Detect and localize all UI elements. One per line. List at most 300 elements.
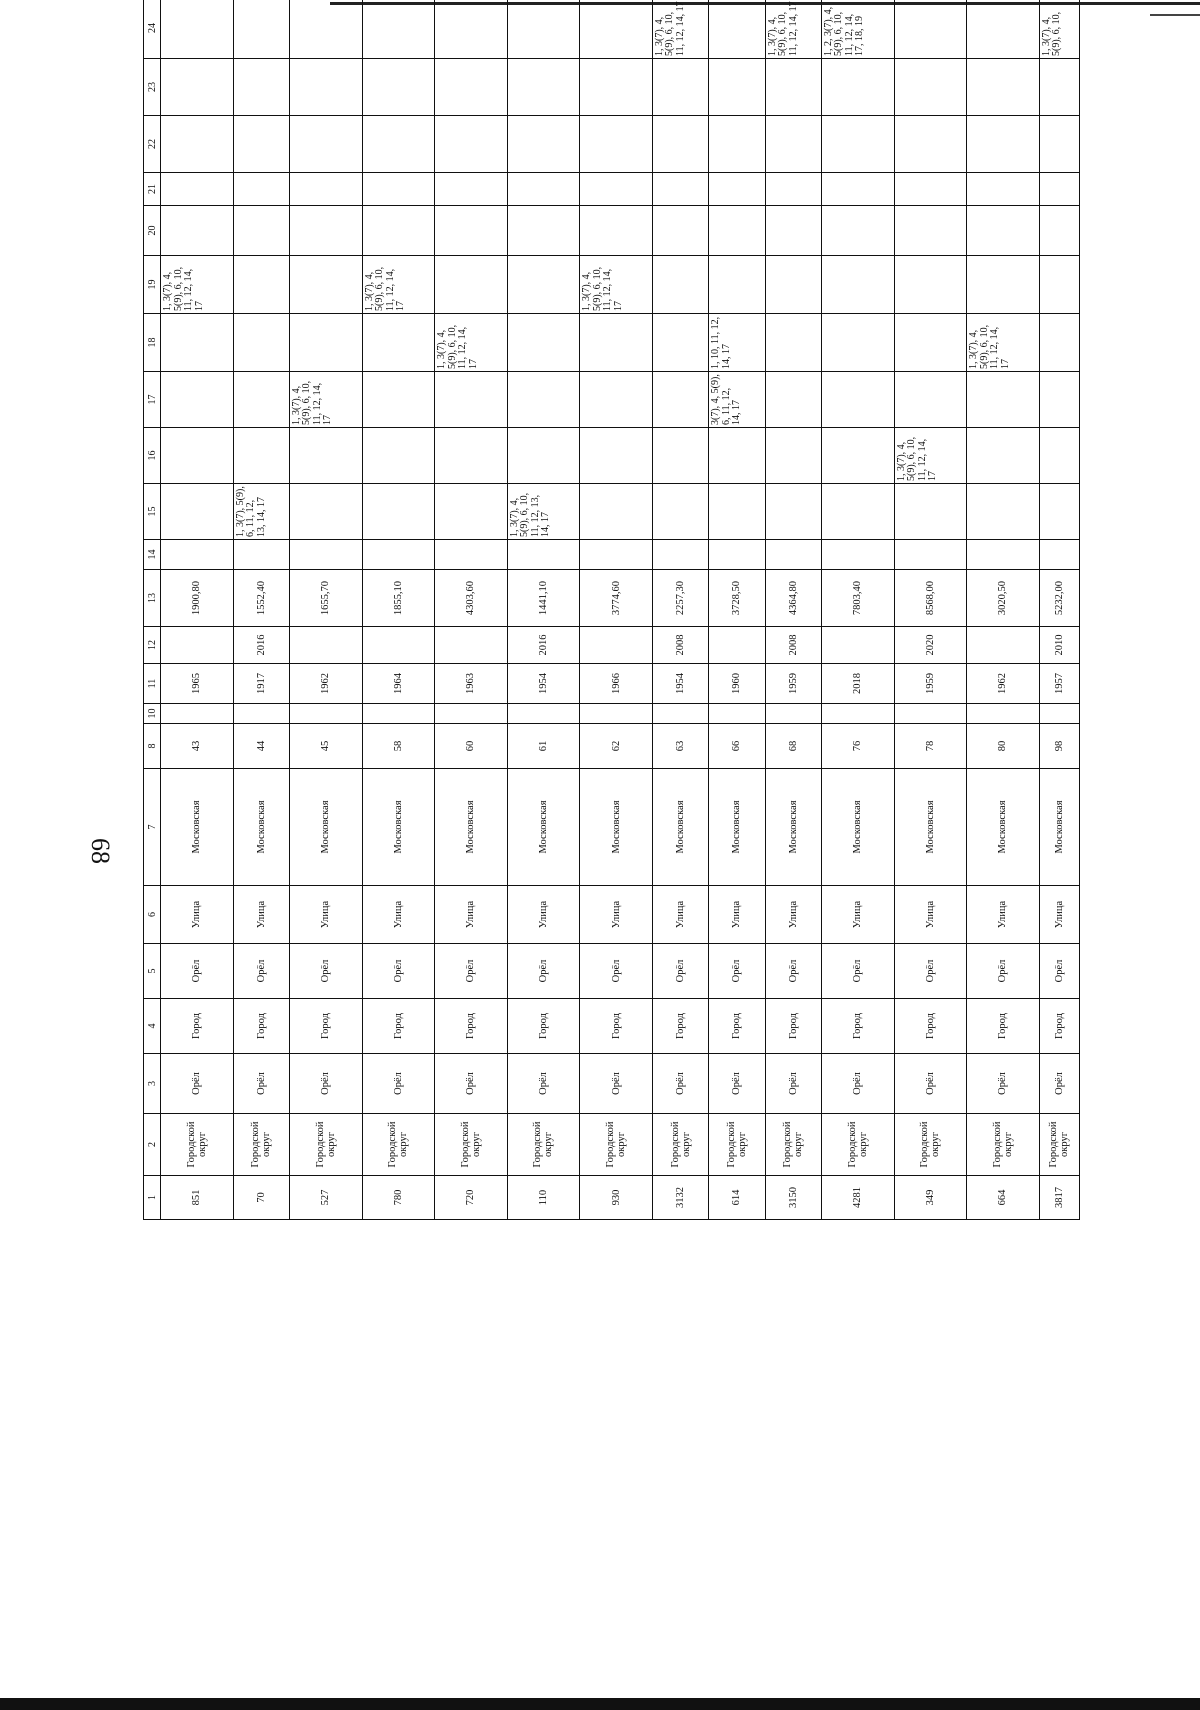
cell-c5: Орёл	[233, 944, 289, 999]
cell-c15	[967, 484, 1040, 540]
cell-c6: Улица	[161, 886, 234, 944]
cell-c10	[967, 704, 1040, 724]
cell-c5: Орёл	[894, 944, 967, 999]
cell-c18: 1, 3(7), 4, 5(9), 6, 10, 11, 12, 14, 17	[967, 314, 1040, 372]
cell-c23	[709, 59, 765, 116]
cell-c6: Улица	[233, 886, 289, 944]
cell-c11: 1954	[652, 664, 708, 704]
cell-c8: 76	[821, 724, 894, 769]
cell-c23	[765, 59, 821, 116]
cell-c4: Город	[1039, 999, 1079, 1054]
cell-c2: Городской округ	[233, 1114, 289, 1176]
cell-c23	[507, 59, 580, 116]
cell-c17	[435, 372, 508, 428]
table-row	[709, 0, 765, 1220]
cell-c19	[435, 256, 508, 314]
col-header: 7	[144, 769, 161, 886]
cell-c21	[580, 173, 653, 206]
cell-c21	[765, 173, 821, 206]
cell-c19	[821, 256, 894, 314]
cell-c23	[435, 59, 508, 116]
cell-c19	[1039, 256, 1079, 314]
cell-c15	[894, 484, 967, 540]
cell-c11: 1959	[894, 664, 967, 704]
cell-c6: Улица	[894, 886, 967, 944]
cell-c15: 1, 3(7), 4, 5(9), 6, 10, 11, 12, 13, 14, 17	[507, 484, 580, 540]
cell-c3: Орёл	[709, 1054, 765, 1114]
cell-c4: Город	[765, 999, 821, 1054]
cell-c2: Городской округ	[709, 1114, 765, 1176]
cell-c22	[507, 116, 580, 173]
cell-c19	[765, 256, 821, 314]
cell-c10	[765, 704, 821, 724]
cell-c24: 1, 3(7), 4, 5(9), 6, 10, 11, 12, 14, 17	[652, 0, 708, 59]
cell-c15	[765, 484, 821, 540]
cell-c6: Улица	[967, 886, 1040, 944]
cell-c2: Городской округ	[161, 1114, 234, 1176]
scan-edge-bottom	[0, 1698, 1200, 1710]
cell-c21	[289, 173, 362, 206]
col-header: 12	[144, 627, 161, 664]
cell-c12: 2020	[894, 627, 967, 664]
cell-c24: 1, 3(7), 4, 5(9), 6, 10, 11, 12, 14, 17	[765, 0, 821, 59]
cell-c2: Городской округ	[289, 1114, 362, 1176]
cell-c7: Московская	[967, 769, 1040, 886]
cell-c7: Московская	[821, 769, 894, 886]
cell-c8: 66	[709, 724, 765, 769]
cell-c11: 1917	[233, 664, 289, 704]
cell-c22	[709, 116, 765, 173]
cell-c3: Орёл	[362, 1054, 435, 1114]
cell-c1: 930	[580, 1176, 653, 1220]
cell-c12	[435, 627, 508, 664]
cell-c23	[362, 59, 435, 116]
cell-c6: Улица	[709, 886, 765, 944]
cell-c12	[821, 627, 894, 664]
cell-c6: Улица	[362, 886, 435, 944]
cell-c12	[580, 627, 653, 664]
cell-c11: 1962	[289, 664, 362, 704]
cell-c12	[289, 627, 362, 664]
cell-c21	[821, 173, 894, 206]
cell-c13: 7803,40	[821, 570, 894, 627]
cell-c4: Город	[967, 999, 1040, 1054]
cell-c23	[652, 59, 708, 116]
table-row	[435, 0, 508, 1220]
cell-c7: Московская	[765, 769, 821, 886]
cell-c20	[709, 206, 765, 256]
cell-c17	[161, 372, 234, 428]
cell-c23	[289, 59, 362, 116]
cell-c23	[161, 59, 234, 116]
cell-c8: 60	[435, 724, 508, 769]
cell-c23	[894, 59, 967, 116]
cell-c15	[709, 484, 765, 540]
cell-c22	[821, 116, 894, 173]
cell-c4: Город	[709, 999, 765, 1054]
cell-c16	[161, 428, 234, 484]
cell-c2: Городской округ	[580, 1114, 653, 1176]
cell-c2: Городской округ	[765, 1114, 821, 1176]
cell-c1: 349	[894, 1176, 967, 1220]
cell-c17	[765, 372, 821, 428]
cell-c18	[507, 314, 580, 372]
col-header: 18	[144, 314, 161, 372]
cell-c16	[821, 428, 894, 484]
cell-c13: 1655,70	[289, 570, 362, 627]
cell-c11: 1964	[362, 664, 435, 704]
cell-c13: 1900,80	[161, 570, 234, 627]
cell-c2: Городской округ	[362, 1114, 435, 1176]
cell-c15	[289, 484, 362, 540]
cell-c19: 1, 3(7), 4, 5(9), 6, 10, 11, 12, 14, 17	[580, 256, 653, 314]
cell-c5: Орёл	[435, 944, 508, 999]
cell-c18	[289, 314, 362, 372]
cell-c17	[821, 372, 894, 428]
cell-c8: 63	[652, 724, 708, 769]
cell-c8: 78	[894, 724, 967, 769]
col-header: 1	[144, 1176, 161, 1220]
table-row	[652, 0, 708, 1220]
cell-c5: Орёл	[1039, 944, 1079, 999]
cell-c4: Город	[233, 999, 289, 1054]
cell-c10	[1039, 704, 1079, 724]
cell-c24	[709, 0, 765, 59]
cell-c4: Город	[362, 999, 435, 1054]
cell-c10	[821, 704, 894, 724]
table-row	[821, 0, 894, 1220]
cell-c7: Московская	[1039, 769, 1079, 886]
cell-c8: 43	[161, 724, 234, 769]
cell-c8: 58	[362, 724, 435, 769]
cell-c14	[362, 540, 435, 570]
col-header: 10	[144, 704, 161, 724]
cell-c4: Город	[652, 999, 708, 1054]
col-header: 13	[144, 570, 161, 627]
cell-c2: Городской округ	[967, 1114, 1040, 1176]
cell-c16	[362, 428, 435, 484]
cell-c24	[233, 0, 289, 59]
cell-c16	[289, 428, 362, 484]
cell-c7: Московская	[709, 769, 765, 886]
cell-c20	[362, 206, 435, 256]
table-row	[362, 0, 435, 1220]
cell-c1: 3132	[652, 1176, 708, 1220]
table-row	[507, 0, 580, 1220]
cell-c1: 851	[161, 1176, 234, 1220]
cell-c21	[161, 173, 234, 206]
cell-c4: Город	[894, 999, 967, 1054]
cell-c21	[967, 173, 1040, 206]
column-number-row	[144, 0, 161, 1220]
cell-c5: Орёл	[765, 944, 821, 999]
cell-c19	[967, 256, 1040, 314]
cell-c3: Орёл	[1039, 1054, 1079, 1114]
cell-c11: 2018	[821, 664, 894, 704]
cell-c20	[233, 206, 289, 256]
cell-c11: 1962	[967, 664, 1040, 704]
cell-c13: 1441,10	[507, 570, 580, 627]
cell-c19	[507, 256, 580, 314]
cell-c21	[1039, 173, 1079, 206]
col-header: 4	[144, 999, 161, 1054]
cell-c7: Московская	[435, 769, 508, 886]
cell-c10	[289, 704, 362, 724]
cell-c21	[362, 173, 435, 206]
cell-c3: Орёл	[821, 1054, 894, 1114]
page-number: 68	[86, 838, 115, 864]
cell-c17	[967, 372, 1040, 428]
cell-c21	[435, 173, 508, 206]
cell-c3: Орёл	[580, 1054, 653, 1114]
cell-c17: 1, 3(7), 4, 5(9), 6, 10, 11, 12, 14, 17	[289, 372, 362, 428]
cell-c5: Орёл	[507, 944, 580, 999]
cell-c13: 3728,50	[709, 570, 765, 627]
cell-c14	[652, 540, 708, 570]
cell-c24	[507, 0, 580, 59]
cell-c22	[289, 116, 362, 173]
cell-c20	[507, 206, 580, 256]
cell-c21	[507, 173, 580, 206]
cell-c5: Орёл	[289, 944, 362, 999]
cell-c8: 62	[580, 724, 653, 769]
cell-c22	[580, 116, 653, 173]
cell-c3: Орёл	[967, 1054, 1040, 1114]
cell-c7: Московская	[580, 769, 653, 886]
cell-c5: Орёл	[161, 944, 234, 999]
cell-c20	[967, 206, 1040, 256]
cell-c11: 1963	[435, 664, 508, 704]
cell-c10	[709, 704, 765, 724]
cell-c6: Улица	[1039, 886, 1079, 944]
cell-c24: 1, 2, 3(7), 4, 5(9), 6, 10, 11, 12, 14, 17, 18, 19	[821, 0, 894, 59]
cell-c8: 45	[289, 724, 362, 769]
cell-c18: 1, 3(7), 4, 5(9), 6, 10, 11, 12, 14, 17	[435, 314, 508, 372]
cell-c15: 1, 3(7), 5(9), 6, 11, 12, 13, 14, 17	[233, 484, 289, 540]
cell-c22	[435, 116, 508, 173]
cell-c17	[362, 372, 435, 428]
col-header: 19	[144, 256, 161, 314]
cell-c2: Городской округ	[507, 1114, 580, 1176]
cell-c16	[580, 428, 653, 484]
cell-c19	[652, 256, 708, 314]
cell-c19: 1, 3(7), 4, 5(9), 6, 10, 11, 12, 14, 17	[161, 256, 234, 314]
table-row	[894, 0, 967, 1220]
cell-c23	[821, 59, 894, 116]
cell-c22	[233, 116, 289, 173]
cell-c6: Улица	[289, 886, 362, 944]
cell-c16	[1039, 428, 1079, 484]
cell-c22	[894, 116, 967, 173]
cell-c10	[435, 704, 508, 724]
cell-c17	[580, 372, 653, 428]
cell-c8: 44	[233, 724, 289, 769]
col-header: 6	[144, 886, 161, 944]
cell-c8: 98	[1039, 724, 1079, 769]
cell-c15	[580, 484, 653, 540]
cell-c16	[765, 428, 821, 484]
cell-c12: 2016	[507, 627, 580, 664]
cell-c18: 1, 10, 11, 12, 14, 17	[709, 314, 765, 372]
cell-c7: Московская	[233, 769, 289, 886]
col-header: 21	[144, 173, 161, 206]
cell-c4: Город	[435, 999, 508, 1054]
cell-c6: Улица	[652, 886, 708, 944]
cell-c1: 527	[289, 1176, 362, 1220]
cell-c12: 2008	[765, 627, 821, 664]
cell-c20	[1039, 206, 1079, 256]
col-header: 15	[144, 484, 161, 540]
cell-c20	[435, 206, 508, 256]
cell-c1: 664	[967, 1176, 1040, 1220]
cell-c22	[161, 116, 234, 173]
cell-c18	[1039, 314, 1079, 372]
cell-c3: Орёл	[652, 1054, 708, 1114]
cell-c10	[161, 704, 234, 724]
cell-c2: Городской округ	[652, 1114, 708, 1176]
cell-c15	[652, 484, 708, 540]
cell-c2: Городской округ	[1039, 1114, 1079, 1176]
cell-c14	[821, 540, 894, 570]
cell-c20	[161, 206, 234, 256]
cell-c14	[580, 540, 653, 570]
cell-c1: 110	[507, 1176, 580, 1220]
cell-c4: Город	[289, 999, 362, 1054]
col-header: 20	[144, 206, 161, 256]
cell-c16	[435, 428, 508, 484]
cell-c14	[765, 540, 821, 570]
cell-c13: 3774,60	[580, 570, 653, 627]
cell-c7: Московская	[289, 769, 362, 886]
cell-c21	[709, 173, 765, 206]
cell-c18	[821, 314, 894, 372]
cell-c22	[1039, 116, 1079, 173]
cell-c16	[709, 428, 765, 484]
cell-c18	[362, 314, 435, 372]
cell-c12	[967, 627, 1040, 664]
cell-c20	[289, 206, 362, 256]
cell-c5: Орёл	[967, 944, 1040, 999]
cell-c13: 2257,30	[652, 570, 708, 627]
col-header: 11	[144, 664, 161, 704]
cell-c15	[435, 484, 508, 540]
cell-c13: 4364,80	[765, 570, 821, 627]
cell-c15	[362, 484, 435, 540]
cell-c24	[289, 0, 362, 59]
cell-c13: 4303,60	[435, 570, 508, 627]
cell-c8: 68	[765, 724, 821, 769]
cell-c5: Орёл	[709, 944, 765, 999]
cell-c20	[894, 206, 967, 256]
cell-c13: 1855,10	[362, 570, 435, 627]
cell-c14	[507, 540, 580, 570]
cell-c24	[435, 0, 508, 59]
cell-c19	[709, 256, 765, 314]
cell-c3: Орёл	[507, 1054, 580, 1114]
table-row	[967, 0, 1040, 1220]
cell-c7: Московская	[161, 769, 234, 886]
table-row	[233, 0, 289, 1220]
cell-c5: Орёл	[821, 944, 894, 999]
cell-c15	[161, 484, 234, 540]
col-header: 16	[144, 428, 161, 484]
cell-c17	[652, 372, 708, 428]
cell-c1: 4281	[821, 1176, 894, 1220]
cell-c19: 1, 3(7), 4, 5(9), 6, 10, 11, 12, 14, 17	[362, 256, 435, 314]
cell-c14	[161, 540, 234, 570]
cell-c11: 1957	[1039, 664, 1079, 704]
cell-c12	[362, 627, 435, 664]
cell-c19	[233, 256, 289, 314]
cell-c6: Улица	[765, 886, 821, 944]
cell-c15	[1039, 484, 1079, 540]
cell-c13: 3020,50	[967, 570, 1040, 627]
cell-c24	[580, 0, 653, 59]
cell-c4: Город	[161, 999, 234, 1054]
table-row	[289, 0, 362, 1220]
cell-c1: 3817	[1039, 1176, 1079, 1220]
cell-c12	[709, 627, 765, 664]
cell-c10	[652, 704, 708, 724]
cell-c24	[894, 0, 967, 59]
cell-c17	[233, 372, 289, 428]
cell-c11: 1966	[580, 664, 653, 704]
cell-c1: 780	[362, 1176, 435, 1220]
cell-c11: 1960	[709, 664, 765, 704]
col-header: 14	[144, 540, 161, 570]
col-header: 17	[144, 372, 161, 428]
cell-c1: 3150	[765, 1176, 821, 1220]
col-header: 23	[144, 59, 161, 116]
cell-c5: Орёл	[362, 944, 435, 999]
scan-edge-top-right	[1150, 14, 1200, 16]
cell-c22	[362, 116, 435, 173]
cell-c19	[894, 256, 967, 314]
cell-c18	[161, 314, 234, 372]
cell-c10	[233, 704, 289, 724]
cell-c12: 2010	[1039, 627, 1079, 664]
rotated-table-wrapper	[143, 1, 1080, 1220]
cell-c16	[967, 428, 1040, 484]
cell-c10	[894, 704, 967, 724]
cell-c1: 720	[435, 1176, 508, 1220]
cell-c10	[362, 704, 435, 724]
cell-c12	[161, 627, 234, 664]
cell-c18	[233, 314, 289, 372]
cell-c5: Орёл	[652, 944, 708, 999]
cell-c4: Город	[821, 999, 894, 1054]
cell-c7: Московская	[507, 769, 580, 886]
cell-c13: 1552,40	[233, 570, 289, 627]
cell-c2: Городской округ	[894, 1114, 967, 1176]
cell-c22	[765, 116, 821, 173]
housing-register-table	[143, 0, 1080, 1220]
cell-c2: Городской округ	[435, 1114, 508, 1176]
cell-c6: Улица	[507, 886, 580, 944]
cell-c21	[652, 173, 708, 206]
cell-c23	[967, 59, 1040, 116]
cell-c20	[652, 206, 708, 256]
cell-c11: 1954	[507, 664, 580, 704]
cell-c20	[765, 206, 821, 256]
cell-c22	[652, 116, 708, 173]
cell-c3: Орёл	[765, 1054, 821, 1114]
cell-c20	[821, 206, 894, 256]
cell-c15	[821, 484, 894, 540]
cell-c4: Город	[580, 999, 653, 1054]
cell-c21	[894, 173, 967, 206]
cell-c14	[709, 540, 765, 570]
